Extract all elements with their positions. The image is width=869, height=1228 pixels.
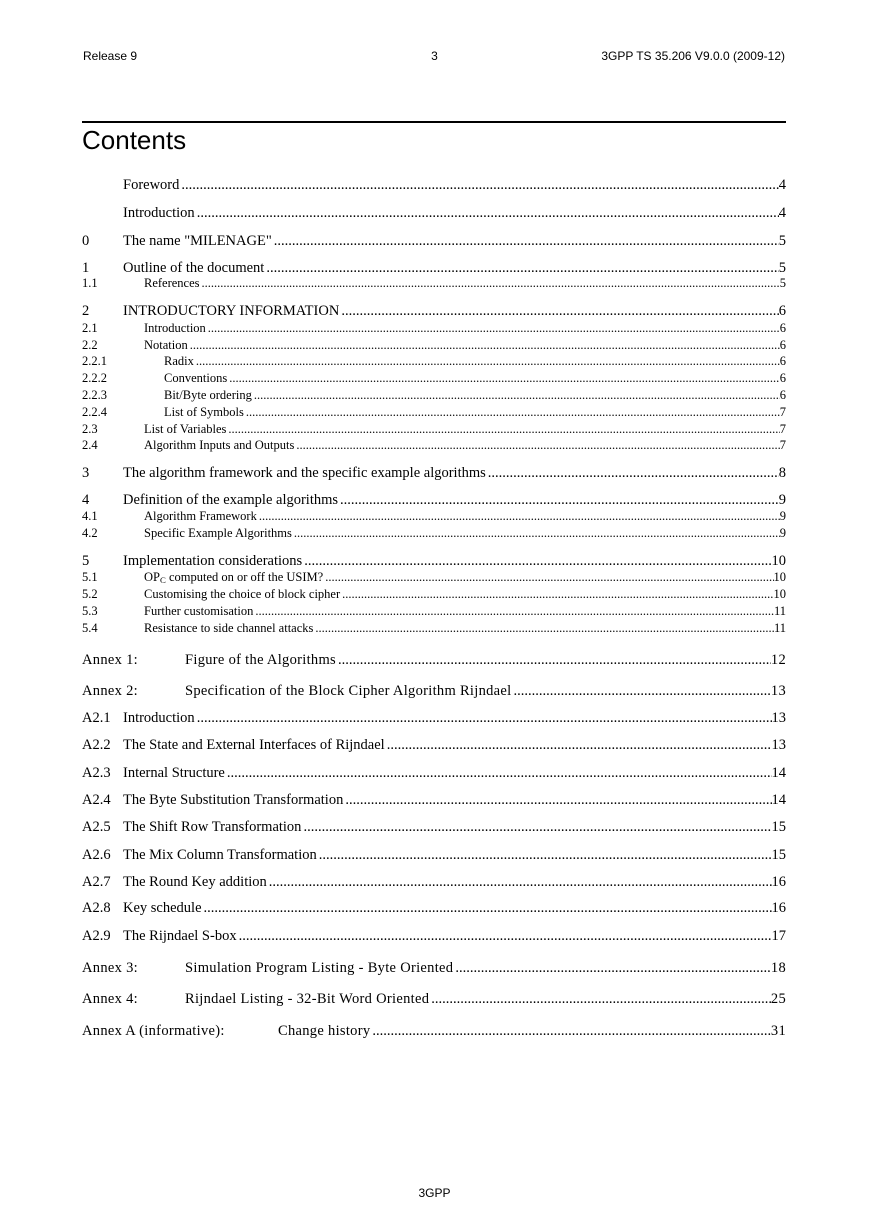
toc-entry-page: 11 bbox=[773, 604, 786, 618]
toc-entry-page: 7 bbox=[779, 438, 786, 452]
toc-leader-dots bbox=[208, 321, 780, 336]
toc-entry[interactable] bbox=[82, 338, 786, 353]
header-page-number: 3 bbox=[431, 49, 438, 63]
toc-entry-label: Conventions bbox=[164, 371, 228, 385]
toc-entry[interactable] bbox=[82, 405, 786, 420]
toc-entry[interactable] bbox=[82, 303, 786, 320]
toc-entry-label bbox=[144, 570, 323, 585]
toc-entry-number: A2.6 bbox=[82, 847, 111, 863]
toc-entry-page: 18 bbox=[770, 960, 786, 976]
footer: 3GPP bbox=[418, 1186, 451, 1200]
toc-entry-label: Internal Structure bbox=[123, 765, 225, 781]
toc-entry[interactable] bbox=[82, 553, 786, 570]
toc-entry-page: 11 bbox=[773, 621, 786, 635]
toc-entry-page: 15 bbox=[771, 847, 786, 863]
toc-entry-label: Further customisation bbox=[144, 604, 254, 618]
toc-entry-page: 9 bbox=[779, 526, 786, 540]
toc-entry[interactable] bbox=[82, 819, 786, 836]
toc-entry-page: 16 bbox=[771, 900, 786, 916]
toc-leader-dots bbox=[303, 819, 771, 836]
toc-entry[interactable] bbox=[82, 388, 786, 403]
toc-leader-dots bbox=[255, 604, 774, 619]
toc-entry-label: Foreword bbox=[123, 177, 180, 193]
toc-entry-number: 3 bbox=[82, 465, 90, 481]
toc-entry-number: Annex 3: bbox=[82, 960, 138, 976]
toc-entry[interactable] bbox=[82, 928, 786, 945]
toc-entry-page: 6 bbox=[779, 321, 786, 335]
toc-entry[interactable] bbox=[82, 737, 786, 754]
page-title: Contents bbox=[82, 125, 187, 155]
toc-entry-page: 13 bbox=[771, 710, 786, 726]
toc-entry[interactable] bbox=[82, 991, 786, 1008]
toc-entry[interactable] bbox=[82, 570, 786, 585]
toc-entry-number: 2.3 bbox=[82, 422, 98, 436]
toc-leader-dots bbox=[274, 233, 779, 250]
toc-entry-page: 17 bbox=[771, 928, 786, 944]
toc-leader-dots bbox=[228, 422, 779, 437]
toc-entry-label: Resistance to side channel attacks bbox=[144, 621, 314, 635]
toc-entry[interactable] bbox=[82, 765, 786, 782]
toc-leader-dots bbox=[431, 991, 771, 1008]
toc-entry-page: 5 bbox=[778, 260, 786, 276]
toc-entry-number: 5.4 bbox=[82, 621, 98, 635]
toc-entry-label-subscript: C bbox=[159, 575, 166, 586]
toc-leader-dots bbox=[269, 874, 772, 891]
toc-entry-page: 5 bbox=[778, 233, 786, 249]
toc-entry[interactable] bbox=[82, 874, 786, 891]
toc-entry[interactable] bbox=[82, 438, 786, 453]
toc-entry-number: 2.2.4 bbox=[82, 405, 107, 419]
toc-entry-page: 10 bbox=[773, 570, 786, 584]
toc-leader-dots bbox=[239, 928, 772, 945]
toc-entry-page: 6 bbox=[779, 338, 786, 352]
toc-leader-dots bbox=[266, 260, 778, 277]
toc-leader-dots bbox=[387, 737, 772, 754]
toc-entry-number: 2.4 bbox=[82, 438, 98, 452]
toc-entry-label: Algorithm Inputs and Outputs bbox=[144, 438, 295, 452]
toc-entry[interactable] bbox=[82, 683, 786, 700]
toc-entry[interactable] bbox=[82, 604, 786, 619]
toc-entry-label-text: computed on or off the USIM? bbox=[165, 570, 324, 584]
toc-entry-label: Notation bbox=[144, 338, 188, 352]
toc-entry-number: 4.1 bbox=[82, 509, 98, 523]
toc-leader-dots bbox=[340, 492, 779, 509]
header-release: Release 9 bbox=[83, 49, 138, 63]
toc-leader-dots bbox=[345, 792, 771, 809]
toc-leader-dots bbox=[341, 303, 778, 320]
toc-entry[interactable] bbox=[82, 205, 786, 222]
toc-entry[interactable] bbox=[82, 371, 786, 386]
toc-entry[interactable] bbox=[82, 465, 786, 482]
toc-leader-dots bbox=[227, 765, 772, 782]
toc-entry-label: Specification of the Block Cipher Algorithm Rijndael bbox=[185, 683, 512, 699]
toc-entry-label: References bbox=[144, 276, 200, 290]
toc-entry-label: The name "MILENAGE" bbox=[123, 233, 272, 249]
toc-entry-label: Specific Example Algorithms bbox=[144, 526, 292, 540]
toc-entry-page: 6 bbox=[778, 303, 786, 319]
toc-entry-label: Definition of the example algorithms bbox=[123, 492, 339, 508]
toc-entry-page: 10 bbox=[773, 587, 786, 601]
toc-entry-number: 5.1 bbox=[82, 570, 98, 584]
toc-entry[interactable] bbox=[82, 792, 786, 809]
toc-entry-page: 5 bbox=[779, 276, 786, 290]
toc-leader-dots bbox=[204, 900, 772, 917]
toc-entry-page: 4 bbox=[778, 205, 786, 221]
toc-entry-number: A2.1 bbox=[82, 710, 111, 726]
toc-leader-dots bbox=[197, 205, 779, 222]
toc-entry-label: Algorithm Framework bbox=[144, 509, 257, 523]
toc-entry-page: 15 bbox=[771, 819, 786, 835]
toc-entry-number: 4 bbox=[82, 492, 90, 508]
toc-entry-number: Annex 4: bbox=[82, 991, 138, 1007]
toc-entry-number: Annex A (informative): bbox=[82, 1023, 225, 1039]
toc-leader-dots bbox=[342, 587, 773, 602]
toc-leader-dots bbox=[254, 388, 780, 403]
toc-entry-number: 5.3 bbox=[82, 604, 98, 618]
toc-leader-dots bbox=[488, 465, 779, 482]
toc-entry[interactable] bbox=[82, 276, 786, 291]
toc-entry-number: A2.7 bbox=[82, 874, 111, 890]
toc-leader-dots bbox=[294, 526, 780, 541]
toc-entry-label: Key schedule bbox=[123, 900, 202, 916]
toc-entry-label-prefix: OP bbox=[144, 570, 160, 584]
toc-entry-label: Figure of the Algorithms bbox=[185, 652, 336, 668]
toc-leader-dots bbox=[190, 338, 780, 353]
toc-leader-dots bbox=[296, 438, 779, 453]
title-rule bbox=[82, 121, 786, 123]
toc-entry-label: List of Variables bbox=[144, 422, 227, 436]
toc-entry-number: A2.8 bbox=[82, 900, 111, 916]
toc-entry-page: 12 bbox=[770, 652, 786, 668]
toc-entry[interactable] bbox=[82, 260, 786, 277]
toc-entry-number: 1.1 bbox=[82, 276, 98, 290]
toc-entry[interactable] bbox=[82, 233, 786, 250]
toc-entry-number: 0 bbox=[82, 233, 90, 249]
toc-entry-page: 14 bbox=[771, 792, 786, 808]
toc-entry[interactable] bbox=[82, 652, 786, 669]
toc-entry-label: The State and External Interfaces of Rijndael bbox=[123, 737, 385, 753]
toc-entry-number: 5.2 bbox=[82, 587, 98, 601]
toc-leader-dots bbox=[246, 405, 780, 420]
toc-entry-number: 2.2 bbox=[82, 338, 98, 352]
toc-entry-number: 2 bbox=[82, 303, 90, 319]
toc-entry-number: 2.1 bbox=[82, 321, 98, 335]
toc-entry-label: Simulation Program Listing - Byte Oriented bbox=[185, 960, 454, 976]
toc-entry-page: 4 bbox=[778, 177, 786, 193]
toc-entry[interactable] bbox=[82, 710, 786, 727]
toc-entry-page: 31 bbox=[770, 1023, 786, 1039]
toc-entry-page: 14 bbox=[771, 765, 786, 781]
toc-entry[interactable] bbox=[82, 526, 786, 541]
toc-leader-dots bbox=[197, 710, 772, 727]
toc-entry-label: List of Symbols bbox=[164, 405, 244, 419]
toc-entry-page: 6 bbox=[779, 388, 786, 402]
toc-leader-dots bbox=[202, 276, 780, 291]
toc-entry-label: Radix bbox=[164, 354, 194, 368]
toc-entry-number: Annex 2: bbox=[82, 683, 138, 699]
toc-entry-number: A2.4 bbox=[82, 792, 111, 808]
toc-leader-dots bbox=[372, 1023, 770, 1040]
toc-leader-dots bbox=[319, 847, 772, 864]
toc-leader-dots bbox=[304, 553, 771, 570]
toc-entry-page: 10 bbox=[771, 553, 786, 569]
toc-entry-number: 5 bbox=[82, 553, 90, 569]
toc-entry-page: 6 bbox=[779, 371, 786, 385]
toc-entry-page: 13 bbox=[771, 737, 786, 753]
toc-entry[interactable] bbox=[82, 847, 786, 864]
toc-entry-label: Introduction bbox=[123, 710, 195, 726]
toc-leader-dots bbox=[181, 177, 778, 194]
toc-entry-page: 6 bbox=[779, 354, 786, 368]
toc-leader-dots bbox=[455, 960, 771, 977]
toc-entry-page: 8 bbox=[778, 465, 786, 481]
toc-entry-page: 7 bbox=[779, 422, 786, 436]
toc-entry-label: Introduction bbox=[123, 205, 195, 221]
toc-entry-label: The Mix Column Transformation bbox=[123, 847, 317, 863]
toc-entry-label: Change history bbox=[278, 1023, 371, 1039]
toc-entry-page: 13 bbox=[770, 683, 786, 699]
toc-leader-dots bbox=[514, 683, 771, 700]
toc-entry-label: Outline of the document bbox=[123, 260, 265, 276]
toc-entry-number: A2.2 bbox=[82, 737, 111, 753]
toc-leader-dots bbox=[325, 570, 773, 585]
header-spec-id: 3GPP TS 35.206 V9.0.0 (2009-12) bbox=[601, 49, 785, 63]
toc-entry-number: 2.2.1 bbox=[82, 354, 107, 368]
toc-entry[interactable] bbox=[82, 492, 786, 509]
toc-entry-label: The algorithm framework and the specific example algorithms bbox=[123, 465, 486, 481]
toc-entry-number: 1 bbox=[82, 260, 90, 276]
toc-entry[interactable] bbox=[82, 509, 786, 524]
toc-entry[interactable] bbox=[82, 321, 786, 336]
toc-entry[interactable] bbox=[82, 177, 786, 194]
toc-entry-label: Introduction bbox=[144, 321, 206, 335]
toc-entry-page: 9 bbox=[779, 509, 786, 523]
toc-entry[interactable] bbox=[82, 960, 786, 977]
toc-entry-number: 2.2.3 bbox=[82, 388, 107, 402]
toc-entry-number: 2.2.2 bbox=[82, 371, 107, 385]
toc-entry-page: 25 bbox=[770, 991, 786, 1007]
toc-entry-number: Annex 1: bbox=[82, 652, 138, 668]
toc-leader-dots bbox=[259, 509, 780, 524]
toc-leader-dots bbox=[196, 354, 780, 369]
toc-entry[interactable] bbox=[82, 900, 786, 917]
toc-entry-number: A2.5 bbox=[82, 819, 111, 835]
toc-entry-number: A2.3 bbox=[82, 765, 111, 781]
toc-entry[interactable] bbox=[82, 422, 786, 437]
toc-entry-number: A2.9 bbox=[82, 928, 111, 944]
toc-entry-label: The Byte Substitution Transformation bbox=[123, 792, 344, 808]
toc-entry-label: Bit/Byte ordering bbox=[164, 388, 252, 402]
toc-entry-label: INTRODUCTORY INFORMATION bbox=[123, 303, 340, 319]
toc-entry[interactable] bbox=[82, 354, 786, 369]
toc-entry-label: Rijndael Listing - 32-Bit Word Oriented bbox=[185, 991, 430, 1007]
toc-entry[interactable] bbox=[82, 587, 786, 602]
toc-leader-dots bbox=[229, 371, 780, 386]
toc-entry-label: Customising the choice of block cipher bbox=[144, 587, 341, 601]
toc-entry[interactable] bbox=[82, 1023, 786, 1040]
toc-entry-label: The Shift Row Transformation bbox=[123, 819, 302, 835]
toc-entry[interactable] bbox=[82, 621, 786, 636]
toc-leader-dots bbox=[338, 652, 771, 669]
toc-entry-page: 9 bbox=[778, 492, 786, 508]
toc-entry-label: The Round Key addition bbox=[123, 874, 267, 890]
toc-entry-label: The Rijndael S-box bbox=[123, 928, 237, 944]
toc-entry-number: 4.2 bbox=[82, 526, 98, 540]
toc-entry-label: Implementation considerations bbox=[123, 553, 303, 569]
toc-entry-page: 7 bbox=[779, 405, 786, 419]
toc-entry-page: 16 bbox=[771, 874, 786, 890]
toc-leader-dots bbox=[315, 621, 774, 636]
